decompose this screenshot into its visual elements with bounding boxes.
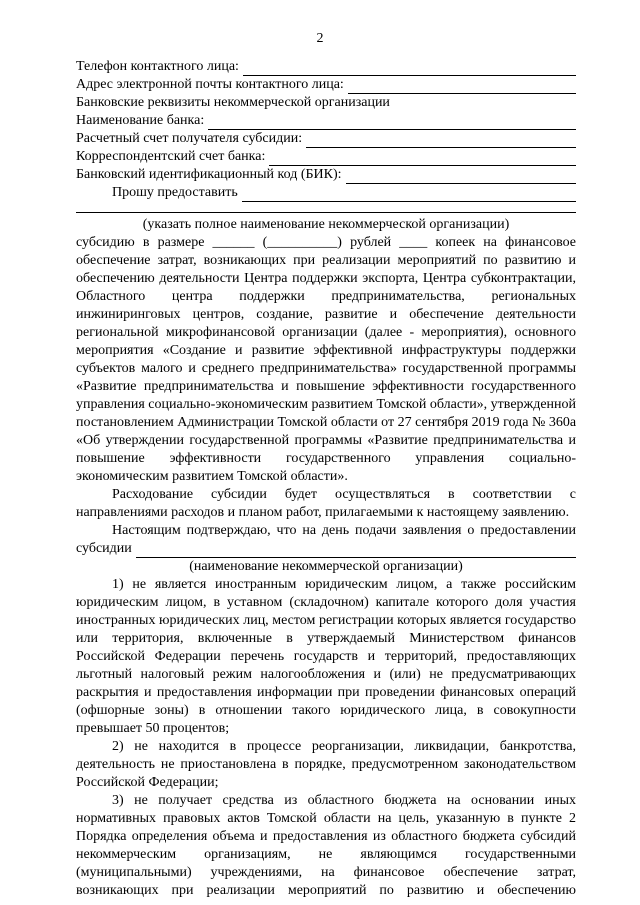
item2-line: деятельность не приостановлена в порядке, предусмотренном законодательством <box>76 757 576 772</box>
body-line: повышение эффективности государственного управления социально- <box>76 451 576 466</box>
phone-field <box>76 58 576 76</box>
bank-name-field <box>76 112 576 130</box>
phone-blank <box>243 62 576 76</box>
request-blank <box>242 188 576 202</box>
body-line: обеспечению деятельности Центра поддержки экспорта, Центра субконтрактации, <box>76 271 576 286</box>
item3-line: 3) не получает средства из областного бюджета на основании иных <box>112 793 576 808</box>
email-field <box>76 76 576 94</box>
confirm-field <box>76 540 576 558</box>
item2-line: 2) не находится в процессе реорганизации, ликвидации, банкротства, <box>112 739 576 754</box>
spending-line: направлениями расходов и планом работ, прилагаемыми к настоящему заявлению. <box>76 505 570 520</box>
page-number: 2 <box>316 31 324 46</box>
item1-line: или территория, включенные в утверждаемый Министерством финансов <box>76 631 576 646</box>
request-caption: (указать полное наименование некоммерческой организации) <box>142 217 510 232</box>
item2-line: Российской Федерации; <box>76 775 219 790</box>
confirm-caption: (наименование некоммерческой организации) <box>189 559 463 574</box>
body-line: «Развитие предпринимательства и повышение эффективности государственного <box>76 379 576 394</box>
body-line: субъектов малого и среднего предпринимательства» государственной программы <box>76 361 576 376</box>
confirm-line: Настоящим подтверждаю, что на день подачи заявления о предоставлении <box>112 523 576 538</box>
item1-line: раскрытия и предоставления информации при проведении финансовых операций <box>76 685 576 700</box>
body-line: субсидию в размере ______ (__________) рублей ____ копеек на финансовое <box>76 235 576 250</box>
bik-blank <box>346 170 576 184</box>
body-line: Областного центра поддержки предпринимательства, региональных <box>76 289 576 304</box>
email-blank <box>348 80 576 94</box>
bank-name-blank <box>208 116 576 130</box>
request-label: Прошу предоставить <box>112 185 238 200</box>
request-field <box>112 184 576 202</box>
body-line: инжиниринговых центров, создание, развитие и обеспечение деятельности <box>76 307 576 322</box>
account-field <box>76 130 576 148</box>
item1-line: льготный налоговый режим налогообложения и (или) не предусматривающих <box>76 667 576 682</box>
body-line: экономическим развитием Томской области». <box>76 469 348 484</box>
corr-account-field <box>76 148 576 166</box>
body-line: управления социально-экономическим развитием Томской области», утвержденной <box>76 397 576 412</box>
item1-line: 1) не является иностранным юридическим лицом, а также российским <box>112 577 576 592</box>
item3-line: возникающих при реализации мероприятий по развитию и обеспечению <box>76 883 576 898</box>
corr-account-blank <box>269 152 576 166</box>
corr-account-label: Корреспондентский счет банка: <box>76 149 266 164</box>
item3-line: некоммерческим организациям, не являющимся государственными <box>76 847 576 862</box>
item1-line: иностранных юридических лиц, местом регистрации которых является государство <box>76 613 576 628</box>
bik-field <box>76 166 576 184</box>
spending-line: Расходование субсидии будет осуществляться в соответствии с <box>112 487 576 502</box>
item1-line: превышает 50 процентов; <box>76 721 230 736</box>
phone-label: Телефон контактного лица: <box>76 59 239 74</box>
item1-line: (офшорные зоны) в отношении такого юридического лица, в совокупности <box>76 703 576 718</box>
org-name-line <box>76 212 576 213</box>
account-blank <box>306 134 576 148</box>
item3-line: нормативных правовых актов Томской области на цель, указанную в пункте 2 <box>76 811 576 826</box>
confirm-label: субсидии <box>76 541 132 556</box>
account-label: Расчетный счет получателя субсидии: <box>76 131 303 146</box>
body-line: мероприятия «Создание и развитие эффективной инфраструктуры поддержки <box>76 343 576 358</box>
email-label: Адрес электронной почты контактного лица: <box>76 77 344 92</box>
item1-line: юридическим лицом, в уставном (складочном) капитале которого доля участия <box>76 595 576 610</box>
item3-line: (муниципальными) учреждениями, на финансовое обеспечение затрат, <box>76 865 576 880</box>
body-line: обеспечение затрат, возникающих при реализации мероприятий по развитию и <box>76 253 576 268</box>
body-line: постановлением Администрации Томской области от 27 сентября 2019 года № 360а <box>76 415 576 430</box>
body-line: «Об утверждении государственной программы «Развитие предпринимательства и <box>76 433 576 448</box>
item3-line: Порядка определения объема и предоставления из областного бюджета субсидий <box>76 829 576 844</box>
confirm-blank <box>136 544 576 558</box>
bik-label: Банковский идентификационный код (БИК): <box>76 167 342 182</box>
bank-details-heading: Банковские реквизиты некоммерческой организации <box>76 95 390 110</box>
bank-name-label: Наименование банка: <box>76 113 205 128</box>
item1-line: Российской Федерации перечень государств и территорий, предоставляющих <box>76 649 576 664</box>
body-line: региональной микрофинансовой организации (далее - мероприятия), основного <box>76 325 576 340</box>
